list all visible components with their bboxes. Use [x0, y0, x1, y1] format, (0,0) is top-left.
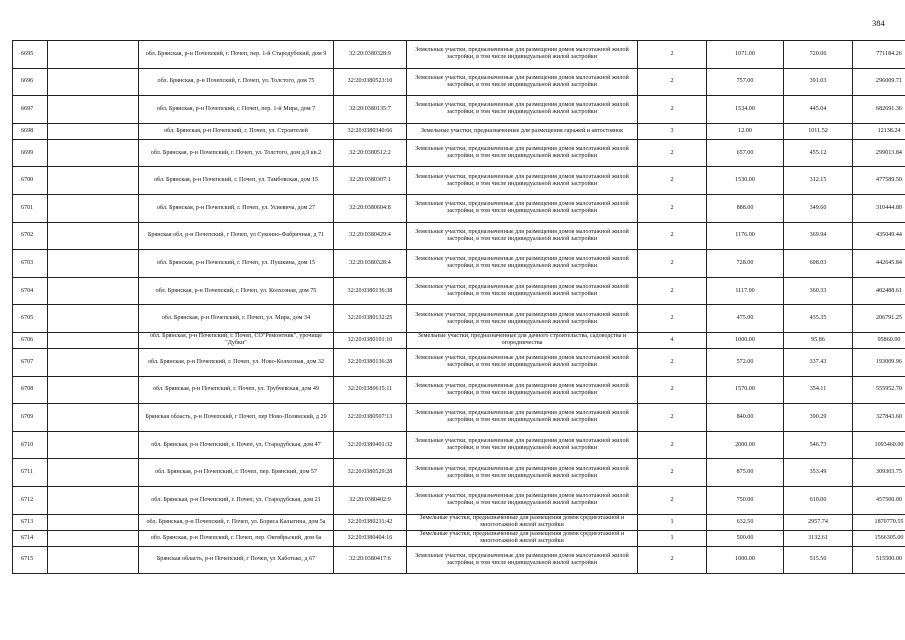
category-cell: 2: [638, 486, 707, 514]
category-cell: 2: [638, 546, 707, 574]
cadastral-number-cell: 32:20:0380512:2: [334, 139, 407, 167]
land-use-cell: Земельные участки, предназначенные для размещения домов малоэтажной жилой застройки, в том числе индивидуальной жилой застройки: [407, 459, 638, 487]
address-cell: Брянская область, р-н Почепский, г Почеп, ул Хаботько, д 67: [139, 546, 334, 574]
address-cell: обл. Брянская, р-н Почепский, г. Почеп, ул. Колхозная, дом 75: [139, 277, 334, 305]
cadastral-value-cell: 95860.00: [853, 332, 905, 348]
cadastral-number-cell: 32:20:0380136:28: [334, 348, 407, 376]
unit-price-cell: 390.29: [784, 404, 853, 432]
unit-price-cell: 353.49: [784, 459, 853, 487]
category-cell: 2: [638, 459, 707, 487]
row-number-cell: 6708: [13, 376, 48, 404]
table-row: [13, 96, 905, 124]
empty-cell: [48, 348, 139, 376]
row-number-cell: 6712: [13, 486, 48, 514]
category-cell: 1: [638, 514, 707, 530]
land-use-cell: Земельные участки, предназначенные для размещения домов малоэтажной жилой застройки, в том числе индивидуальной жилой застройки: [407, 277, 638, 305]
address-cell: обл. Брянская, р-н Почепский, г. Почеп, ул. Ново-Колхозная, дом 32: [139, 348, 334, 376]
row-number-cell: 6703: [13, 250, 48, 278]
area-cell: 1071.00: [707, 41, 784, 69]
category-cell: 2: [638, 376, 707, 404]
unit-price-cell: 369.94: [784, 222, 853, 250]
land-use-cell: Земельные участки, предназначенные для размещения домов малоэтажной жилой застройки, в том числе индивидуальной жилой застройки: [407, 194, 638, 222]
address-cell: Брянская обл, р-н Почепский, г Почеп, ул Суконно-Фабричная, д 71: [139, 222, 334, 250]
row-number-cell: 6695: [13, 41, 48, 69]
table-row: [13, 68, 905, 96]
address-cell: обл. Брянская, р-н Почепский, г. Почеп, пер. 1-й Стародубский, дом 9: [139, 41, 334, 69]
area-cell: 757.00: [707, 68, 784, 96]
row-number-cell: 6701: [13, 194, 48, 222]
cadastral-value-cell: 296009.71: [853, 68, 905, 96]
unit-price-cell: 360.33: [784, 277, 853, 305]
row-number-cell: 6709: [13, 404, 48, 432]
table-row: [13, 459, 905, 487]
table-row: [13, 123, 905, 139]
table-row: [13, 194, 905, 222]
table-row: [13, 305, 905, 333]
area-cell: 750.00: [707, 486, 784, 514]
land-plots-table: [12, 40, 905, 574]
land-use-cell: Земельные участки, предназначенные для размещения домов малоэтажной жилой застройки, в том числе индивидуальной жилой застройки: [407, 376, 638, 404]
empty-cell: [48, 305, 139, 333]
address-cell: обл. Брянская, р-н Почепский, г. Почеп, ул. Трубчевская, дом 49: [139, 376, 334, 404]
cadastral-number-cell: 32:20:0380404:16: [334, 530, 407, 546]
cadastral-number-cell: 32:20:0380402:9: [334, 486, 407, 514]
table-row: [13, 332, 905, 348]
land-use-cell: Земельные участки, предназначенные для размещения домов малоэтажной жилой застройки, в том числе индивидуальной жилой застройки: [407, 250, 638, 278]
empty-cell: [48, 332, 139, 348]
cadastral-number-cell: 32:20:0380136:38: [334, 277, 407, 305]
area-cell: 1000.00: [707, 546, 784, 574]
cadastral-number-cell: 32:20:0380429:4: [334, 222, 407, 250]
category-cell: 2: [638, 41, 707, 69]
address-cell: обл. Брянская, р-н Почепский, г. Почеп, СО"Ремонтник", урочище "Дубки": [139, 332, 334, 348]
table-row: [13, 486, 905, 514]
address-cell: обл. Брянская, р-н Почепский, г. Почеп, ул. Строителей: [139, 123, 334, 139]
land-use-cell: Земельные участки, предназначенные для размещения домов малоэтажной жилой застройки, в том числе индивидуальной жилой застройки: [407, 546, 638, 574]
category-cell: 2: [638, 305, 707, 333]
category-cell: 3: [638, 123, 707, 139]
row-number-cell: 6698: [13, 123, 48, 139]
cadastral-value-cell: 402488.61: [853, 277, 905, 305]
empty-cell: [48, 167, 139, 195]
category-cell: 1: [638, 530, 707, 546]
unit-price-cell: 546.73: [784, 431, 853, 459]
area-cell: 1000.00: [707, 332, 784, 348]
cadastral-value-cell: 309303.75: [853, 459, 905, 487]
unit-price-cell: 515.50: [784, 546, 853, 574]
area-cell: 728.00: [707, 250, 784, 278]
area-cell: 12.00: [707, 123, 784, 139]
cadastral-number-cell: 32:20:0380231:42: [334, 514, 407, 530]
land-use-cell: Земельные участки, предназначенные для размещения домов малоэтажной жилой застройки, в том числе индивидуальной жилой застройки: [407, 68, 638, 96]
cadastral-value-cell: 442645.84: [853, 250, 905, 278]
table-body: [13, 41, 905, 574]
row-number-cell: 6702: [13, 222, 48, 250]
address-cell: обл. Брянская, р-н Почепский, г. Почеп, пер. 1-й Мира, дом 7: [139, 96, 334, 124]
empty-cell: [48, 194, 139, 222]
cadastral-value-cell: 299013.84: [853, 139, 905, 167]
address-cell: обл. Брянская, р-н Почепский, г. Почеп, пер. Брянский, дом 57: [139, 459, 334, 487]
category-cell: 2: [638, 404, 707, 432]
cadastral-number-cell: 32:20:0380401:32: [334, 431, 407, 459]
table-row: [13, 277, 905, 305]
empty-cell: [48, 277, 139, 305]
table-row: [13, 139, 905, 167]
land-use-cell: Земельные участки, предназначенные для размещения домов малоэтажной жилой застройки, в том числе индивидуальной жилой застройки: [407, 431, 638, 459]
area-cell: 1117.00: [707, 277, 784, 305]
area-cell: 840.00: [707, 404, 784, 432]
cadastral-number-cell: 32:20:0380328:4: [334, 250, 407, 278]
row-number-cell: 6705: [13, 305, 48, 333]
unit-price-cell: 391.03: [784, 68, 853, 96]
cadastral-number-cell: 32:20:0380417:6: [334, 546, 407, 574]
address-cell: обл. Брянская, р-н Почепский, г. Почеп, ул. Толстого, дом д.9 кв.2: [139, 139, 334, 167]
table-row: [13, 514, 905, 530]
empty-cell: [48, 486, 139, 514]
empty-cell: [48, 514, 139, 530]
empty-cell: [48, 404, 139, 432]
row-number-cell: 6713: [13, 514, 48, 530]
empty-cell: [48, 530, 139, 546]
cadastral-value-cell: 1870770.55: [853, 514, 905, 530]
table-row: [13, 41, 905, 69]
cadastral-number-cell: 32:20:0380135:7: [334, 96, 407, 124]
area-cell: 657.00: [707, 139, 784, 167]
cadastral-value-cell: 515500.00: [853, 546, 905, 574]
cadastral-number-cell: 32:20:0380507:13: [334, 404, 407, 432]
row-number-cell: 6697: [13, 96, 48, 124]
cadastral-value-cell: 12138.24: [853, 123, 905, 139]
cadastral-number-cell: 32:20:0380529:28: [334, 459, 407, 487]
category-cell: 4: [638, 332, 707, 348]
unit-price-cell: 435.35: [784, 305, 853, 333]
area-cell: 2000.00: [707, 431, 784, 459]
address-cell: обл. Брянская, р-н Почепский, г. Почеп, ул. Стародубская, дом 47: [139, 431, 334, 459]
cadastral-value-cell: 1093460.00: [853, 431, 905, 459]
land-use-cell: Земельные участки, предназначенные для размещения домов среднеэтажной и многоэтажной жилой застройки: [407, 530, 638, 546]
table-row: [13, 222, 905, 250]
row-number-cell: 6704: [13, 277, 48, 305]
cadastral-value-cell: 477589.50: [853, 167, 905, 195]
address-cell: обл. Брянская, р-н Почепский, г. Почеп, ул. Стародубская, дом 21: [139, 486, 334, 514]
category-cell: 2: [638, 277, 707, 305]
cadastral-number-cell: 32:20:0380132:25: [334, 305, 407, 333]
category-cell: 2: [638, 194, 707, 222]
land-use-cell: Земельные участки, предназначенные для размещения домов малоэтажной жилой застройки, в том числе индивидуальной жилой застройки: [407, 486, 638, 514]
empty-cell: [48, 250, 139, 278]
cadastral-number-cell: 32:20:0380328:9: [334, 41, 407, 69]
empty-cell: [48, 222, 139, 250]
category-cell: 2: [638, 139, 707, 167]
cadastral-value-cell: 1566305.00: [853, 530, 905, 546]
category-cell: 2: [638, 250, 707, 278]
cadastral-number-cell: 32:20:0380307:1: [334, 167, 407, 195]
area-cell: 875.00: [707, 459, 784, 487]
cadastral-number-cell: 32:20:0380101:10: [334, 332, 407, 348]
cadastral-number-cell: 32:20:0380340:66: [334, 123, 407, 139]
land-use-cell: Земельные участки, предназначенные для размещения домов малоэтажной жилой застройки, в том числе индивидуальной жилой застройки: [407, 139, 638, 167]
row-number-cell: 6700: [13, 167, 48, 195]
unit-price-cell: 3132.61: [784, 530, 853, 546]
empty-cell: [48, 459, 139, 487]
empty-cell: [48, 139, 139, 167]
cadastral-number-cell: 32:20:0380604:8: [334, 194, 407, 222]
category-cell: 2: [638, 167, 707, 195]
area-cell: 632.50: [707, 514, 784, 530]
empty-cell: [48, 546, 139, 574]
table-row: [13, 376, 905, 404]
land-use-cell: Земельные участки, предназначенные для размещения домов малоэтажной жилой застройки, в том числе индивидуальной жилой застройки: [407, 41, 638, 69]
row-number-cell: 6707: [13, 348, 48, 376]
area-cell: 1570.00: [707, 376, 784, 404]
empty-cell: [48, 123, 139, 139]
table-row: [13, 348, 905, 376]
table-row: [13, 530, 905, 546]
category-cell: 2: [638, 348, 707, 376]
row-number-cell: 6715: [13, 546, 48, 574]
empty-cell: [48, 41, 139, 69]
address-cell: обл. Брянская, р-н Почепский, г. Почеп, ул. Мира, дом 34: [139, 305, 334, 333]
cadastral-number-cell: 32:20:0380615:11: [334, 376, 407, 404]
land-use-cell: Земельные участки, предназначенные для размещения домов малоэтажной жилой застройки, в том числе индивидуальной жилой застройки: [407, 167, 638, 195]
cadastral-value-cell: 310444.80: [853, 194, 905, 222]
table-row: [13, 404, 905, 432]
table-row: [13, 546, 905, 574]
cadastral-number-cell: 32:20:0380523:10: [334, 68, 407, 96]
area-cell: 475.00: [707, 305, 784, 333]
cadastral-value-cell: 206791.25: [853, 305, 905, 333]
unit-price-cell: 337.43: [784, 348, 853, 376]
address-cell: Брянская область, р-н Почепский, г Почеп, пер Ново-Полянский, д 29: [139, 404, 334, 432]
row-number-cell: 6710: [13, 431, 48, 459]
unit-price-cell: 2957.74: [784, 514, 853, 530]
address-cell: обл. Брянская, р-н Почепский, г. Почеп, ул. Пушкина, дом 15: [139, 250, 334, 278]
land-use-cell: Земельные участки, предназначенные для размещения домов малоэтажной жилой застройки, в том числе индивидуальной жилой застройки: [407, 222, 638, 250]
land-use-cell: Земельные участки, предназначенные для размещения домов малоэтажной жилой застройки, в том числе индивидуальной жилой застройки: [407, 96, 638, 124]
address-cell: обл. Брянская, р-н Почепский, г. Почеп, ул. Тамбовская, дом 15: [139, 167, 334, 195]
unit-price-cell: 349.60: [784, 194, 853, 222]
unit-price-cell: 608.03: [784, 250, 853, 278]
unit-price-cell: 95.86: [784, 332, 853, 348]
unit-price-cell: 720.06: [784, 41, 853, 69]
category-cell: 2: [638, 96, 707, 124]
unit-price-cell: 610.00: [784, 486, 853, 514]
unit-price-cell: 1011.52: [784, 123, 853, 139]
area-cell: 888.00: [707, 194, 784, 222]
empty-cell: [48, 96, 139, 124]
table-row: [13, 250, 905, 278]
land-use-cell: Земельные участки, предназначенные для размещения домов среднеэтажной и многоэтажной жилой застройки: [407, 514, 638, 530]
cadastral-value-cell: 435049.44: [853, 222, 905, 250]
land-use-cell: Земельные участки, предназначенные для размещения домов малоэтажной жилой застройки, в том числе индивидуальной жилой застройки: [407, 305, 638, 333]
row-number-cell: 6696: [13, 68, 48, 96]
empty-cell: [48, 431, 139, 459]
land-use-cell: Земельные участки, предназначенные для размещения гаражей и автостоянок: [407, 123, 638, 139]
row-number-cell: 6699: [13, 139, 48, 167]
category-cell: 2: [638, 222, 707, 250]
land-use-cell: Земельные участки, предназначенные для размещения домов малоэтажной жилой застройки, в том числе индивидуальной жилой застройки: [407, 404, 638, 432]
table-row: [13, 167, 905, 195]
address-cell: обл. Брянская, р-н Почепский, г. Почеп, ул. Толстого, дом 75: [139, 68, 334, 96]
cadastral-value-cell: 193009.96: [853, 348, 905, 376]
address-cell: обл. Брянская, р-н Почепский, г. Почеп, пер. Октябрьский, дом 6а: [139, 530, 334, 546]
land-use-cell: Земельные участки, предназначенные для дачного строительства, садоводства и огородничества: [407, 332, 638, 348]
empty-cell: [48, 376, 139, 404]
unit-price-cell: 312.15: [784, 167, 853, 195]
row-number-cell: 6714: [13, 530, 48, 546]
area-cell: 572.00: [707, 348, 784, 376]
cadastral-value-cell: 327843.60: [853, 404, 905, 432]
area-cell: 1530.00: [707, 167, 784, 195]
cadastral-value-cell: 771184.26: [853, 41, 905, 69]
table-row: [13, 431, 905, 459]
area-cell: 1176.00: [707, 222, 784, 250]
empty-cell: [48, 68, 139, 96]
unit-price-cell: 354.11: [784, 376, 853, 404]
address-cell: обл. Брянская, р-н Почепский, г. Почеп, ул. Усиевича, дом 27: [139, 194, 334, 222]
page-number: 384: [872, 18, 885, 28]
cadastral-value-cell: 555952.70: [853, 376, 905, 404]
category-cell: 2: [638, 431, 707, 459]
area-cell: 1534.00: [707, 96, 784, 124]
row-number-cell: 6706: [13, 332, 48, 348]
cadastral-value-cell: 457500.00: [853, 486, 905, 514]
area-cell: 500.00: [707, 530, 784, 546]
cadastral-value-cell: 682691.36: [853, 96, 905, 124]
unit-price-cell: 445.04: [784, 96, 853, 124]
unit-price-cell: 455.12: [784, 139, 853, 167]
address-cell: обл. Брянская, р-н Почепский, г. Почеп, ул. Бориса Калыгина, дом 5а: [139, 514, 334, 530]
row-number-cell: 6711: [13, 459, 48, 487]
category-cell: 2: [638, 68, 707, 96]
land-use-cell: Земельные участки, предназначенные для размещения домов малоэтажной жилой застройки, в том числе индивидуальной жилой застройки: [407, 348, 638, 376]
